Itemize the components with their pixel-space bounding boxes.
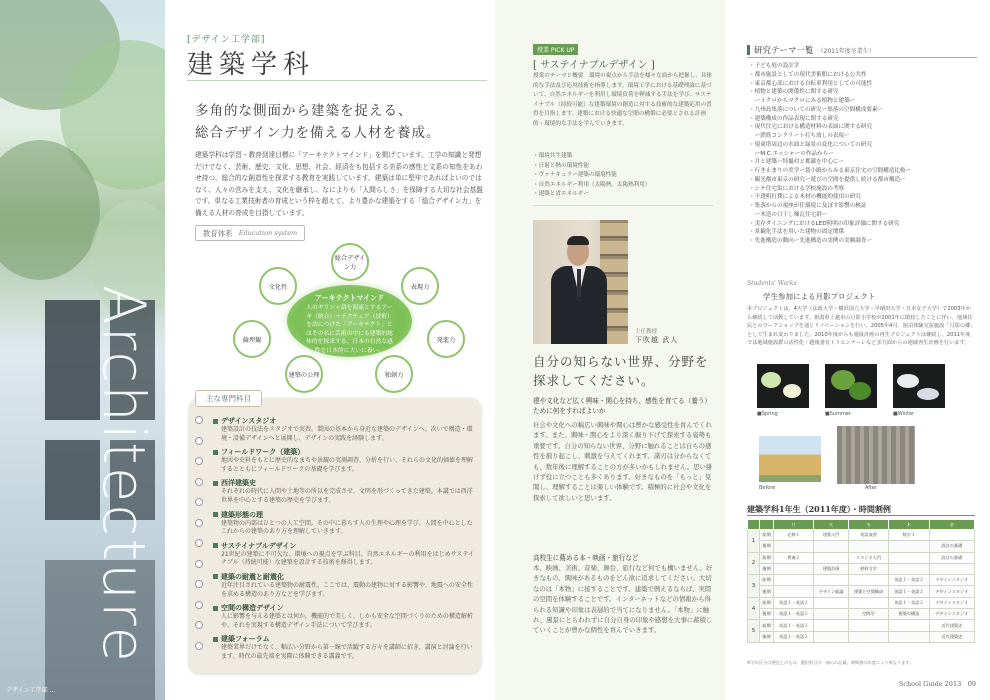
pickup-tag: 授業 PICK UP	[533, 44, 578, 55]
lead-heading	[195, 100, 441, 144]
timetable-cell	[814, 609, 848, 620]
timetable-row	[748, 541, 975, 552]
subject-name: 西洋建築史	[221, 479, 256, 488]
timetable-cell: 教養２	[774, 552, 814, 563]
timetable-term: 後期	[760, 631, 774, 642]
timetable-cell: デザインスタジオ	[929, 609, 974, 620]
timetable-cell: 必修１	[774, 530, 814, 541]
education-diagram	[225, 245, 475, 395]
square-bullet-icon	[213, 637, 218, 642]
timetable-cell: 建築の構造	[889, 609, 929, 620]
timetable-cell: 空間学	[848, 609, 888, 620]
timetable-cell	[814, 620, 848, 631]
building-before-photo	[759, 436, 821, 482]
subject-description: 建築業界だけでなく、幅広い分野から第一線で活躍する方々を講師に招き、講演と討論を行います。時代の最先端を実際に体験できる講義です。	[221, 644, 473, 660]
notebook-rings	[195, 416, 205, 666]
timetable-term: 後期	[760, 609, 774, 620]
subject-description: 地図や史料をもとに歴史的なまちや景観の実測調査、分析を行い、それらの文化的価値を理解するとともにフィールドワークの基礎を学びます。	[221, 457, 474, 473]
timetable-period-number: 5	[748, 620, 760, 643]
project-photo-winter	[893, 364, 945, 408]
subject-item	[213, 572, 475, 599]
timetable-day: 火	[814, 520, 848, 530]
pickup-title: [ サステイナブルデザイン ]	[533, 60, 655, 71]
quote-line-2: 探求してください。	[533, 373, 655, 388]
timetable-header-row	[748, 520, 975, 530]
timetable-term: 後期	[760, 586, 774, 597]
timetable-cell	[814, 597, 848, 608]
research-theme: ・景観化手法を用いた建物の固定関係	[749, 229, 845, 236]
timetable-row	[748, 586, 975, 597]
square-bullet-icon	[213, 512, 218, 517]
timetable-day: 木	[889, 520, 929, 530]
vertical-title-word: Architecture	[90, 285, 158, 665]
timetable-cell: 数学１	[889, 530, 929, 541]
timetable-cell	[929, 530, 974, 541]
subject-description: 人に影響を与える建築とは何か。機能的で美しく、しかも安全な空間づくりのための構造解析や、それを実現する構造デザイン手法について学びます。	[221, 613, 473, 629]
subject-description: 建築設計の技法をスタジオで実習。製図の基本から身近な建築のデザインへ。次いで構造・環境・設備デザインへと展開し、デザインの実践を経験します。	[221, 426, 473, 442]
timetable-term: 前期	[760, 575, 774, 586]
timetable-term: 後期	[760, 541, 774, 552]
pickup-topic: ・建築と省エネルギー	[533, 191, 589, 198]
heading-bar-icon	[747, 45, 750, 55]
research-theme-list	[749, 62, 974, 246]
building-before-caption: Before	[759, 485, 776, 491]
research-themes-divider	[747, 57, 977, 58]
professor-quote	[533, 352, 709, 390]
square-bullet-icon	[213, 419, 218, 424]
timetable-cell	[848, 597, 888, 608]
subject-item	[213, 510, 475, 537]
research-themes-year: （2011年度卒業生）	[817, 47, 875, 55]
page-title: 建築学科	[187, 50, 316, 80]
pickup-topic: ・自然エネルギー利用（太陽熱、太陽熱利用）	[533, 181, 651, 188]
timetable-cell: デザインスタジオ	[929, 597, 974, 608]
timetable-cell: 英語１・英語２	[774, 609, 814, 620]
timetable-cell	[848, 620, 888, 631]
research-theme: ・集落からの視座が住環境に及ぼす影響の検証	[749, 203, 867, 209]
research-theme: ・先進構造の動向ー先進構造の実例の実験調査ー	[749, 238, 873, 244]
research-themes-title: 研究テーマ一覧	[754, 46, 814, 56]
timetable-cell: 近代建築史	[929, 631, 974, 642]
project-photo-row	[757, 364, 957, 424]
research-theme: ・現東塔周辺の水面と緑景の変化についての研究	[749, 141, 872, 148]
subject-name: 建築フォーラム	[221, 635, 270, 644]
research-themes-heading	[747, 44, 875, 56]
timetable-day: 月	[774, 520, 814, 530]
timetable-cell: 英語演習	[848, 530, 888, 541]
timetable-row	[748, 575, 975, 586]
title-divider	[187, 80, 487, 81]
left-page	[165, 0, 495, 700]
timetable-cell: 英語１・英語２	[889, 586, 929, 597]
center-page	[495, 0, 725, 700]
professor-name: 下吹越 武人	[635, 336, 679, 344]
project-photo-caption: ■Winter	[893, 411, 915, 417]
building-after-caption: After	[865, 485, 878, 491]
timetable-term: 前期	[760, 597, 774, 608]
subject-name: 空間の構造デザイン	[221, 604, 284, 613]
timetable-term: 前期	[760, 552, 774, 563]
timetable-period-number: 2	[748, 552, 760, 575]
main-subjects-tab: 主な専門科目	[195, 390, 262, 407]
pickup-topic: ・日射と熱の環境性能	[533, 162, 589, 169]
timetable-cell: 英語１・英語２	[774, 631, 814, 642]
timetable-row	[748, 609, 975, 620]
timetable-cell: 材料力学	[848, 563, 888, 574]
quote-line-1: 自分の知らない世界、分野を	[533, 354, 709, 369]
timetable-cell: 建築入門	[814, 530, 848, 541]
timetable-cell: スタジオ入門	[848, 552, 888, 563]
timetable-cell	[889, 631, 929, 642]
diagram-core	[287, 285, 412, 357]
square-bullet-icon	[213, 543, 218, 548]
timetable-cell: 設計の基礎	[929, 541, 974, 552]
diagram-node: 文化性	[259, 267, 297, 305]
education-system-title-en: Education system	[238, 229, 298, 237]
pickup-topic-list	[533, 152, 713, 200]
diagram-node: 総合デザイン力	[331, 243, 369, 281]
subject-name: フィールドワーク（建築）	[221, 448, 305, 457]
advice-question-1: 建や文化など広く興味・関心を持ち、感性を育てる（養う）ために何をすればよいか	[533, 397, 712, 415]
lead-line-1: 多角的な側面から建築を捉える、	[195, 103, 413, 119]
square-bullet-icon	[213, 606, 218, 611]
timetable-cell: 英語１・英語２	[889, 597, 929, 608]
pickup-topic: ・環境共生建築	[533, 153, 573, 159]
diagram-core-title: アーキテクトマインド	[314, 294, 385, 302]
education-system-label	[195, 225, 305, 241]
research-theme: ・建築構成の作品表現に関する研究	[749, 115, 839, 122]
lead-line-2: 総合デザイン力を備える人材を養成。	[195, 125, 441, 141]
timetable-title: 建築学科1年生（2011年度）・時間割例	[747, 504, 891, 514]
timetable-cell	[848, 631, 888, 642]
timetable-cell: 英語１・英語２	[889, 575, 929, 586]
timetable-cell	[774, 586, 814, 597]
students-works-body: 本プロジェクトは、4大学（法政大学・横浜国立大学・早稲田大学・日本女子大学）で2003年から継続して活動しています。新潟県上越市の月影小学校が2001年に閉校したことに伴い、地域住民とのワークショップを通じリノベーションを行い、2005年4月、宿泊体験交流施設「月影の郷」として生まれ変わりました。2010年度からも施設計画の再生プロジェクトは継続し、2011年度では地域施設群の活性化・越後妻有トリエンナーレなど多方面からの地域再生計画を行います。	[747, 306, 973, 347]
research-theme: ・実存ダイニングにおけるLED照明の印象評価に関する研究	[749, 220, 900, 227]
research-theme: ーM.C.エッシャーの作品からー	[749, 150, 834, 157]
timetable-cell: 建築計画	[814, 563, 848, 574]
pickup-body: 授業のテーマと概要 環境の視点から手法を様々な面から把握し、具体的な手法及び応用技術を指導します。環境工学における基礎理論に基づいて、自然エネルギーを利用し環境負荷を軽減する手法を学び、サステイナブル（持続可能）な建築環境の創造に対する技術的な建築応用の習得を目指します。建築における快適な空間の構築に必要とされる計画的・環境的な手法を学んでいきます。	[533, 73, 713, 127]
timetable-term: 前期	[760, 530, 774, 541]
department-tag: [デザイン工学部]	[187, 35, 266, 45]
subject-description: 近年注目されている建築物の耐震性。ここでは、震動の建物に対する影響や、地震への安全性を求める構造のあり方などを学びます。	[221, 581, 473, 598]
page-footer: School Guide 2013 09	[898, 680, 976, 688]
cover-photo-strip	[0, 0, 165, 700]
research-theme: ・九州島集落についての研究ー集落の空間構成要素ー	[749, 106, 884, 113]
timetable-cell: 近代建築史	[929, 620, 974, 631]
research-theme: ーミクロからマクロにみる植物と建築ー	[749, 98, 856, 104]
research-theme: ・植物と建築の関係性に関する研究	[749, 89, 839, 96]
subject-name: デザインスタジオ	[221, 417, 277, 425]
research-theme: ・都市施設としての現代美術館における公共性	[749, 71, 867, 78]
timetable-cell	[774, 541, 814, 552]
timetable	[747, 519, 975, 643]
timetable-row	[748, 530, 975, 541]
subject-item	[213, 541, 475, 568]
timetable-cell	[814, 552, 848, 563]
timetable-cell	[889, 552, 929, 563]
timetable-period-number: 3	[748, 575, 760, 598]
research-theme: ・不透明打撲による木材の機能的使用の研究	[749, 194, 861, 201]
square-bullet-icon	[213, 481, 218, 486]
timetable-row	[748, 563, 975, 574]
education-system-title: 教育体系	[202, 228, 233, 238]
building-after-photo	[837, 426, 915, 484]
timetable-note: ※学年区分は便宜上のもの。選択科目は一部のみ記載。時間割は年度により異なります。	[747, 660, 914, 665]
timetable-cell	[848, 541, 888, 552]
timetable-cell: デザインスタジオ	[929, 586, 974, 597]
project-photo-caption: ■Summer	[825, 411, 851, 417]
timetable-row	[748, 631, 975, 642]
research-theme: ・シテ住宅街における学校施設の考察	[749, 185, 845, 192]
diagram-core-text: 人のギリシャ語を源流とするアーキ（統合）＋テクチェア（技術）を語につけた「アーキテクト」とはその名に芸術の中にも建築的総体的を探求する、日本の自然な感性を日本的に大いに養い。	[306, 305, 393, 354]
subject-item	[213, 478, 475, 505]
timetable-cell	[814, 575, 848, 586]
timetable-cell: 建築と空間構成	[848, 586, 888, 597]
research-theme: ・子ども庭の設計学	[749, 63, 800, 69]
timetable-cell	[774, 563, 814, 574]
timetable-cell: 英語１・英語２	[774, 620, 814, 631]
diagram-node: 発進力	[427, 320, 465, 358]
timetable-cell	[814, 541, 848, 552]
subject-name: 建築形態の理	[221, 510, 263, 519]
timetable-period-number: 4	[748, 597, 760, 620]
subject-item	[213, 447, 475, 474]
timetable-period-number: 1	[748, 530, 760, 553]
square-bullet-icon	[213, 450, 218, 455]
diagram-node: 表現力	[401, 267, 439, 305]
timetable-cell	[889, 541, 929, 552]
pickup-divider	[533, 205, 713, 206]
subject-item	[213, 603, 475, 630]
right-page	[725, 0, 990, 700]
subject-list	[213, 416, 475, 666]
advice-question-2: 高校生に薦める本・映画・旅行など	[533, 554, 639, 562]
timetable-term: 前期	[760, 620, 774, 631]
diagram-node: 建築の公理	[285, 355, 323, 393]
timetable-cell	[848, 575, 888, 586]
strip-footer: デザイン工学部 ...	[6, 687, 56, 694]
timetable-cell	[889, 563, 929, 574]
research-theme: ・東京都心部における自転車利用としての可能性	[749, 80, 873, 87]
research-theme: ・行き止まりの美学ー袋小路からみる東京住宅の空間構造比較ー	[749, 168, 912, 174]
subject-item	[213, 416, 475, 443]
timetable-cell: デザイン総論	[814, 586, 848, 597]
subject-description: 21世紀の建築に不可欠な、環境への視点を学ぶ科目。自然エネルギーの利用をはじめサステイナブル（持続可能）な建築を設計する技術を修得します。	[221, 550, 474, 567]
subject-description: それぞれの時代に人間や土地等の所以を完成させ、文明を形づくってきた建築。本講では西洋世界を中心とする建築の歴史を学びます。	[221, 488, 473, 504]
pickup-topic: ・ヴァナキュラー建築の環境性能	[533, 172, 617, 179]
research-theme: ・月と建築ー特撮対と都鄙を中心にー	[749, 159, 845, 166]
professor-role: 主任教授	[635, 329, 658, 335]
timetable-cell: 設計の基礎	[929, 552, 974, 563]
advice-answer-1: 社会や文化への幅広い興味や関心は豊かな感受性を育んでくれます。また、興味・関心をより深く掘り下げて探索する姿勢も重要です。自分の知らない世界、分野に触れることは自らの感性を掘り起こし、刺激を与えてくれます。諸刃は分からなくても、数年後に理解することの方が多いかもしれません。思い掛けず役に立つことも多くあります。好きなものを「もっと」見聞し、理解することは楽しい体験です。積極的に社会や文化を探索して欲しいと思います。	[533, 421, 713, 502]
intro-paragraph: 建築学科は学習・教育到達目標に「アーキテクトマインド」を掲げています。工学の知識と発想だけでなく、芸術、歴史、文化、思想、社会、経済をも包括する美系の感性と文系の知性をあわせ持つ、総合的な創造性を探求する教育を実践しています。建築は単に堅牢であればよいのではなく、人々の営みを支え、文化を継承し、なによりも「人間らしさ」を保障する大切な社会基盤です。単なる工業技術者の育成という枠を超えて、より豊かな建築をする「総合デザイン力」を備える人材の育成を目指しています。	[195, 151, 483, 217]
students-works-label: Students' Works	[747, 280, 797, 287]
research-theme: ー木造の日干し煉瓦住宅群ー	[749, 211, 828, 218]
timetable-cell	[774, 575, 814, 586]
timetable-cell	[889, 620, 929, 631]
timetable-row	[748, 552, 975, 563]
subject-item	[213, 634, 475, 661]
timetable-divider	[747, 515, 975, 516]
research-theme: ー鉄筋コンクリート打ち放しの表現ー	[749, 133, 850, 139]
main-subjects-notebook	[189, 394, 481, 673]
diagram-node: 倫理観	[233, 320, 271, 358]
research-theme: ・現代住宅における構造材料の表面に関する研究	[749, 124, 873, 131]
timetable-term: 後期	[760, 563, 774, 574]
diagram-node: 独創力	[375, 355, 413, 393]
timetable-cell: デザインスタジオ	[929, 575, 974, 586]
subject-description: 建築物の内部はひとつの人工空間。その中に暮らす人の生理や心理を学び、人間を中心としたこれからの建築のあり方を理解していきます。	[221, 519, 473, 536]
timetable-row	[748, 597, 975, 608]
project-photo-spring	[757, 364, 809, 408]
timetable-cell	[814, 631, 848, 642]
timetable-cell	[929, 563, 974, 574]
square-bullet-icon	[213, 574, 218, 579]
professor-portrait	[533, 220, 628, 344]
project-photo-summer	[825, 364, 877, 408]
timetable-day: 金	[929, 520, 974, 530]
subject-name: サステイナブルデザイン	[221, 541, 297, 550]
subject-name: 建築の耐震と耐震化	[221, 572, 284, 581]
project-photo-caption: ■Spring	[757, 411, 778, 417]
students-works-title: 学生参加による月影プロジェクト	[763, 292, 876, 301]
timetable-cell: 英語１・英語２	[774, 597, 814, 608]
research-theme: ・観光都市東京の研究ー遊びの空間を提供し続ける都市構造ー	[749, 176, 906, 183]
timetable-day: 水	[848, 520, 888, 530]
advice-answer-2: 本、映画、美術、音楽、舞台、旅行など何でも構いません。好きなもの、興味があるものをどん欲に追求してください。大切なのは「本物」に接することです。建築で例えるならば、実際の空間を体験することです。インターネットなどの情報から得られる知識や印象は表層的で当てになりません。「本物」に触れ、風景にとらわれずに自分自身の印象や感想を大事に蓄積していくことが豊かな個性を育んでいきます。	[533, 564, 713, 635]
timetable-row	[748, 620, 975, 631]
